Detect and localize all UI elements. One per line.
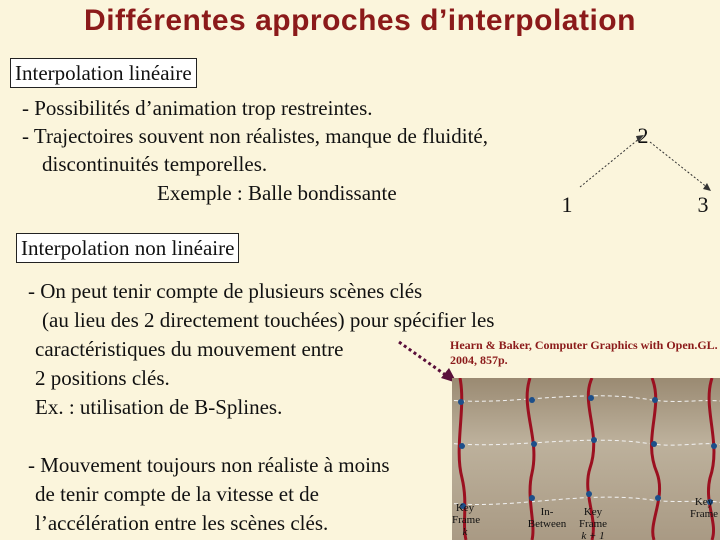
- trajectory-segment-1-2: [580, 138, 640, 187]
- key-point-2: 2: [637, 123, 649, 148]
- key-point-3: 3: [697, 192, 709, 217]
- guide-curve: [452, 396, 720, 402]
- control-point: [531, 441, 537, 447]
- citation-line: 2004, 857p.: [450, 353, 508, 367]
- citation-line: Hearn & Baker, Computer Graphics with Open.GL.: [450, 338, 718, 352]
- control-point: [711, 443, 717, 449]
- spline-figure: [452, 378, 720, 540]
- key-point-1: 1: [561, 192, 573, 217]
- citation: [450, 338, 718, 368]
- control-point: [651, 441, 657, 447]
- label-part: In-: [540, 506, 554, 518]
- text-line: Exemple : Balle bondissante: [157, 181, 397, 205]
- text-line: l’accélération entre les scènes clés.: [35, 511, 329, 535]
- control-point: [529, 397, 535, 403]
- section-heading-nonlinear: Interpolation non linéaire: [16, 233, 239, 263]
- text-line: (au lieu des 2 directement touchées) pour spécifier les: [42, 308, 495, 332]
- label-part: Key: [455, 502, 475, 514]
- label-part: k + 1: [581, 530, 605, 540]
- figure-label-key-frame-k1: [568, 506, 618, 540]
- trajectory-segment-2-3: [650, 142, 708, 188]
- guide-curve: [452, 497, 720, 504]
- label-part: Frame: [452, 514, 481, 526]
- control-point: [591, 437, 597, 443]
- arrowhead: [703, 183, 711, 191]
- label-part: k: [462, 526, 468, 538]
- label-part: Frame: [689, 508, 719, 520]
- control-point: [529, 495, 535, 501]
- text-line: - Possibilités d’animation trop restreintes.: [22, 96, 373, 120]
- label-part: Key: [694, 496, 714, 508]
- slide-title: Différentes approches d’interpolation: [84, 4, 636, 37]
- figure-label-in-between: [522, 506, 572, 530]
- figure-label-key-frame-k: [452, 502, 481, 538]
- figure-label-key-frame-right: [688, 496, 720, 520]
- control-point: [459, 443, 465, 449]
- control-point: [655, 495, 661, 501]
- text-line: - Trajectoires souvent non réalistes, manque de fluidité,: [22, 124, 488, 148]
- section-heading-linear: Interpolation linéaire: [10, 58, 197, 88]
- text-line: de tenir compte de la vitesse et de: [35, 482, 319, 506]
- arrow-shaft: [399, 342, 447, 376]
- control-point: [652, 397, 658, 403]
- text-line: caractéristiques du mouvement entre: [35, 337, 344, 361]
- text-line: discontinuités temporelles.: [42, 152, 268, 176]
- label-part: Key: [583, 506, 603, 518]
- guide-curve: [452, 440, 720, 446]
- text-line: 2 positions clés.: [35, 366, 170, 390]
- text-line: - On peut tenir compte de plusieurs scènes clés: [28, 279, 423, 303]
- text-line: - Mouvement toujours non réaliste à moins: [28, 453, 390, 477]
- text-line: Ex. : utilisation de B-Splines.: [35, 395, 283, 419]
- control-point: [586, 491, 592, 497]
- control-point: [588, 395, 594, 401]
- label-part: Frame: [578, 518, 608, 530]
- control-point: [458, 399, 464, 405]
- label-part: Between: [527, 518, 567, 530]
